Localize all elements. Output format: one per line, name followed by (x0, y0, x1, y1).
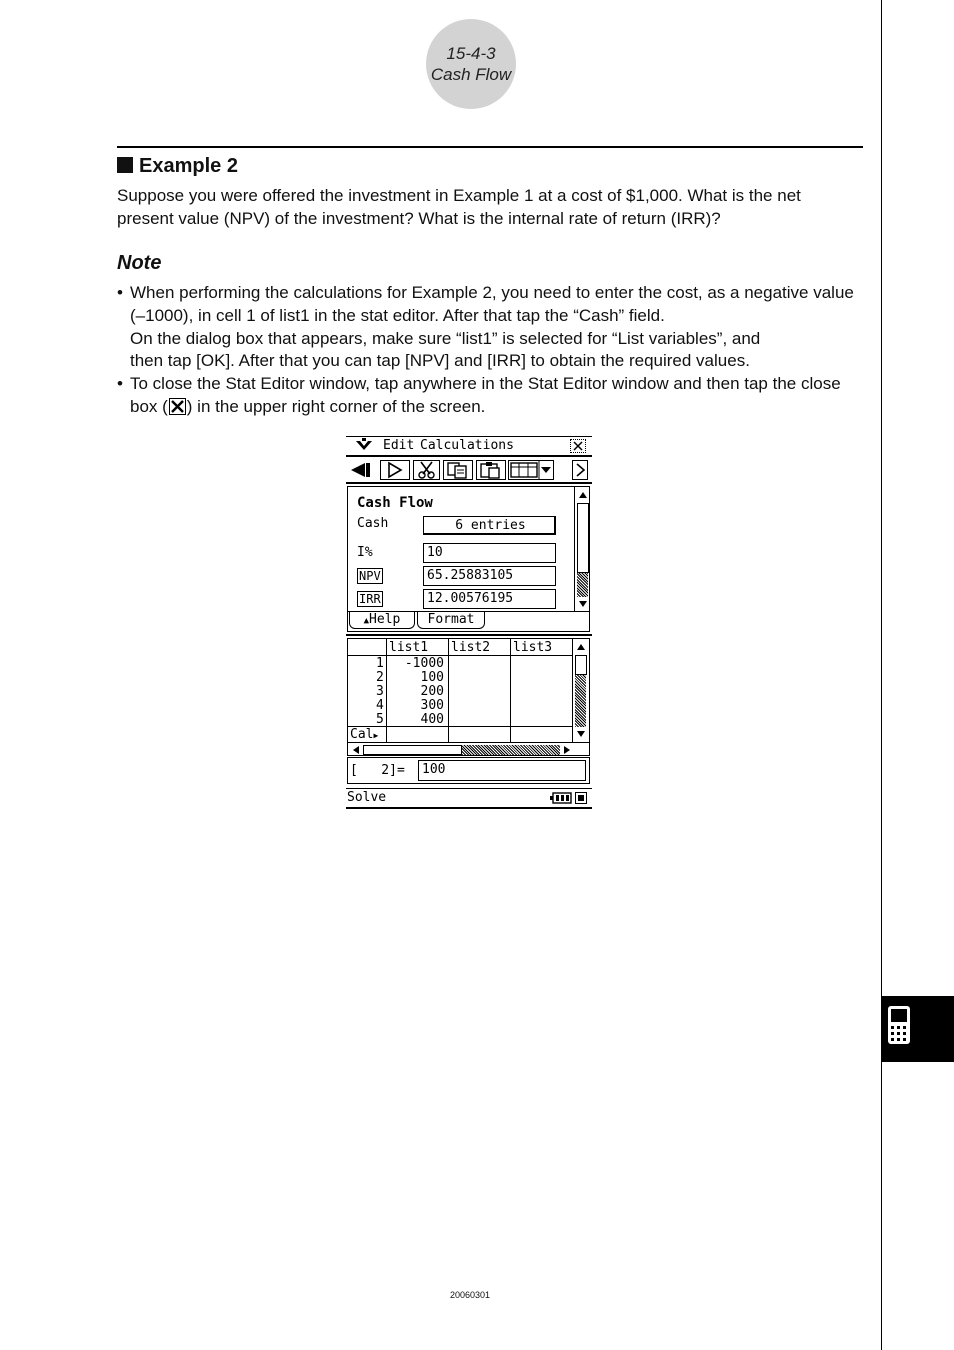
column-header-list1[interactable]: list1 (389, 640, 429, 655)
list-view-icon[interactable] (508, 460, 554, 480)
cal-row-label[interactable]: Cal▶ (350, 727, 379, 742)
panel-scroll-down-icon[interactable] (577, 598, 589, 610)
close-box-icon (169, 398, 186, 415)
note-bullets (117, 282, 862, 419)
table-cell[interactable]: -1000 (404, 656, 444, 671)
hscroll-left-icon[interactable] (351, 744, 361, 756)
format-tab[interactable]: Format (417, 612, 485, 629)
chapter-tab (882, 996, 954, 1062)
status-mode: Solve (347, 790, 387, 805)
stat-editor-table[interactable] (347, 638, 590, 756)
paste-icon[interactable] (476, 460, 506, 480)
cut-icon[interactable] (413, 460, 440, 480)
battery-icon (550, 792, 572, 804)
copy-icon[interactable] (443, 460, 473, 480)
row-number: 1 (376, 656, 384, 671)
section-header-badge (426, 19, 516, 109)
hscroll-track[interactable] (462, 745, 560, 755)
table-scroll-down-icon[interactable] (575, 728, 587, 740)
panel-title: Cash Flow (357, 495, 433, 511)
irr-button[interactable]: IRR (359, 592, 381, 606)
irr-field[interactable]: 12.00576195 (423, 589, 556, 609)
table-scrollbar-track[interactable] (575, 675, 586, 727)
square-bullet-icon (117, 157, 133, 173)
window-close-icon[interactable] (570, 439, 586, 453)
calculator-screen (346, 436, 592, 809)
row-number: 4 (376, 698, 384, 713)
cash-field[interactable]: 6 entries (423, 516, 556, 535)
table-scrollbar-thumb[interactable] (575, 655, 587, 675)
npv-field[interactable]: 65.25883105 (423, 566, 556, 586)
run-button[interactable] (380, 460, 410, 480)
table-cell[interactable]: 300 (420, 698, 444, 713)
hscroll-right-icon[interactable] (562, 744, 572, 756)
entry-label: [ 2]= (350, 763, 405, 778)
cash-label: Cash (357, 516, 389, 531)
example-paragraph: Suppose you were offered the investment in Example 1 at a cost of $1,000. What is the net present value (NPV) of the investment? What is the internal rate of return (IRR)? (117, 186, 801, 228)
back-icon[interactable] (349, 461, 373, 479)
cash-flow-panel (347, 486, 590, 632)
keyboard-toggle-icon[interactable] (575, 792, 587, 804)
section-title: Cash Flow (430, 65, 512, 84)
section-number: 15-4-3 (446, 44, 496, 63)
note-bullet-2: • To close the Stat Editor window, tap anywhere in the Stat Editor window and then tap the close box ( ) in the upper right corner of the screen. (117, 374, 841, 416)
panel-scrollbar-track[interactable] (577, 573, 588, 597)
menu-edit[interactable]: Edit (383, 438, 415, 453)
scroll-toolbar-right-icon[interactable] (572, 460, 588, 480)
cal-arrow-icon: ▶ (373, 731, 379, 740)
hscroll-thumb[interactable] (363, 745, 462, 755)
calculator-icon (887, 1005, 911, 1045)
right-margin-rule (881, 0, 882, 1350)
npv-button[interactable]: NPV (359, 569, 381, 583)
table-cell[interactable]: 200 (420, 684, 444, 699)
note-heading: Note (117, 252, 162, 274)
entry-line (347, 757, 590, 784)
menu-icon[interactable] (355, 438, 373, 452)
table-cell[interactable]: 100 (420, 670, 444, 685)
ipct-field[interactable]: 10 (423, 543, 556, 563)
column-header-list2[interactable]: list2 (451, 640, 491, 655)
note-bullet-1: • When performing the calculations for Example 2, you need to enter the cost, as a negative value (–1000), in cell 1 of list1 in the stat editor. After that tap the “Cash” field. On the dialog box that appears, make sure “list1” is selected for “List variables”, and then tap [OK]. After that you can tap [NPV] and [IRR] to obtain the required values. (117, 283, 854, 371)
entry-input[interactable]: 100 (418, 760, 586, 781)
heading-rule (117, 146, 863, 148)
footer-code: 20060301 (449, 1290, 491, 1300)
panel-scroll-up-icon[interactable] (577, 489, 589, 501)
column-header-list3[interactable]: list3 (513, 640, 553, 655)
panel-scrollbar-thumb[interactable] (577, 503, 589, 573)
ipct-label: I% (357, 545, 373, 560)
table-scroll-up-icon[interactable] (575, 641, 587, 653)
table-cell[interactable]: 400 (420, 712, 444, 727)
menu-calculations[interactable]: Calculations (420, 438, 514, 453)
help-up-icon: ▲ (363, 616, 370, 626)
help-tab[interactable]: ▲Help (349, 612, 415, 629)
row-number: 5 (376, 712, 384, 727)
row-number: 3 (376, 684, 384, 699)
example-heading: Example 2 (117, 155, 238, 178)
row-number: 2 (376, 670, 384, 685)
